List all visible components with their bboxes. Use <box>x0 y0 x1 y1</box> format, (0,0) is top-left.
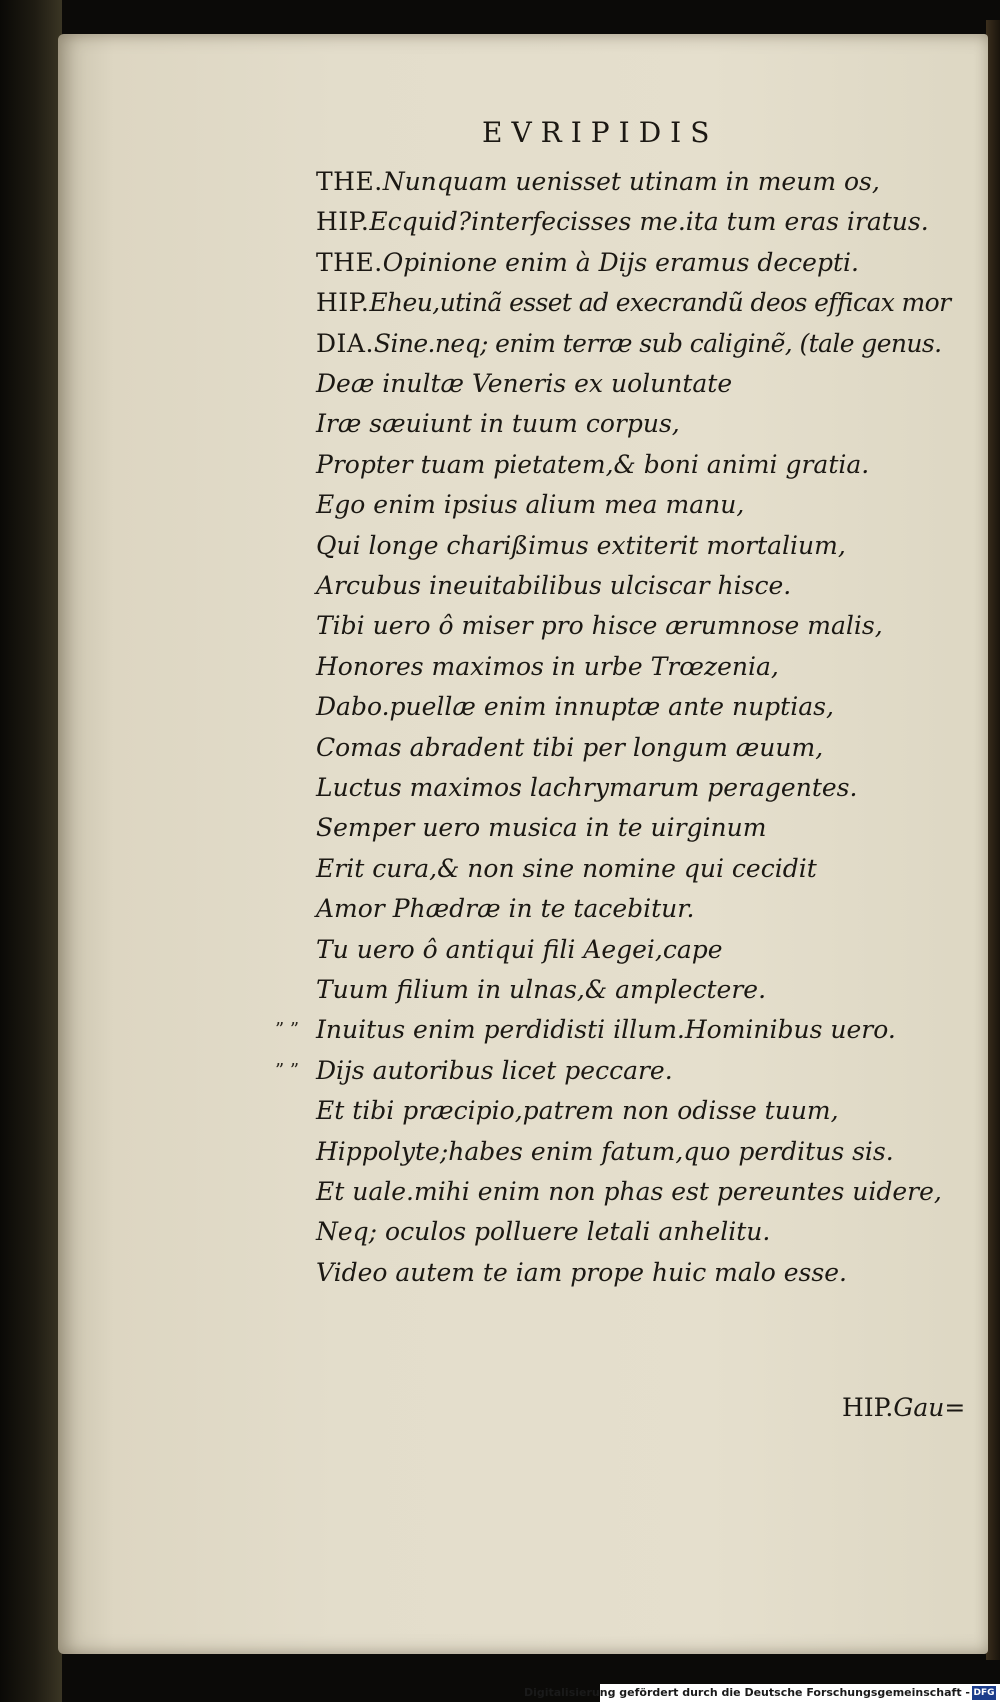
speaker-label: THE. <box>316 167 383 196</box>
verse-line <box>316 1095 839 1127</box>
verse-line <box>316 328 941 360</box>
verse-text: Nunquam uenisset utinam in meum os, <box>382 167 880 196</box>
verse-line <box>316 530 846 562</box>
catchword-text: Gau= <box>893 1393 966 1422</box>
speaker-label: THE. <box>316 247 383 277</box>
verse-text: Tu uero ô antiqui fili Aegei,cape <box>316 934 723 964</box>
verse-text: Dijs autoribus licet peccare. <box>316 1055 673 1085</box>
verse-text: Ego enim ipsius alium mea manu, <box>316 490 745 520</box>
verse-text: Iræ sæuiunt in tuum corpus, <box>316 409 680 439</box>
verse-text: Opinione enim à Dijs eramus decepti. <box>382 247 859 277</box>
footer-credit: Digitalisierung gefördert durch die Deutsche Forschungsgemeinschaft - <box>523 1686 970 1699</box>
verse-line <box>316 247 859 279</box>
verse-text: Propter tuam pietatem,& boni animi gratia. <box>316 449 870 479</box>
dfg-logo: DFG <box>973 1688 995 1698</box>
speaker-label: HIP. <box>316 288 370 318</box>
verse-line <box>316 974 766 1006</box>
verse-text: Sine.neq; enim terræ sub caliginẽ, (tale genus. <box>373 328 942 358</box>
verse-text: Neq; oculos polluere letali anhelitu. <box>316 1217 771 1247</box>
verse-text: Qui longe charißimus extiterit mortalium, <box>316 530 846 560</box>
verse-text: Luctus maximos lachrymarum peragentes. <box>316 773 858 802</box>
verse-line <box>316 812 766 844</box>
verse-text: Honores maximos in urbe Trœzenia, <box>316 651 779 681</box>
verse-line <box>316 853 817 885</box>
gnomic-marker: ” ” <box>275 1059 300 1081</box>
verse-line <box>316 1216 770 1248</box>
verse-text: Erit cura,& non sine nomine qui cecidit <box>316 853 817 883</box>
verse-text: Comas abradent tibi per longum æuum, <box>316 732 824 762</box>
verse-text: Et tibi præcipio,patrem non odisse tuum, <box>316 1096 839 1126</box>
verse-text: Ecquid?interfecisses me.ita tum eras iratus. <box>369 207 929 237</box>
verse-text: Inuitus enim perdidisti illum.Hominibus uero. <box>316 1015 896 1045</box>
verse-text: Deæ inultæ Veneris ex uoluntate <box>316 369 733 398</box>
verse-line <box>316 1055 673 1087</box>
verse-line <box>316 1136 894 1168</box>
verse-line <box>316 206 929 238</box>
verse-text: Semper uero musica in te uirginum <box>316 813 767 843</box>
verse-line <box>316 489 744 521</box>
verse-line <box>316 651 779 683</box>
verse-line <box>316 449 869 481</box>
verse-text: Amor Phædræ in te tacebitur. <box>316 894 695 924</box>
verse-text: Hippolyte;habes enim fatum,quo perditus sis. <box>316 1136 894 1166</box>
verse-line <box>316 1014 896 1046</box>
verse-text: Et uale.mihi enim non phas est pereuntes uidere, <box>316 1177 942 1206</box>
verse-text: Arcubus ineuitabilibus ulciscar hisce. <box>316 571 792 600</box>
verse-line <box>316 732 823 764</box>
verse-line <box>316 691 834 723</box>
catchword-speaker: HIP. <box>842 1393 894 1422</box>
verse-line <box>316 893 694 925</box>
running-head: EVRIPIDIS <box>482 116 719 149</box>
verse-text: Video autem te iam prope huic malo esse. <box>316 1257 847 1287</box>
verse-text: Eheu,utinã esset ad execrandũ deos efficax mor <box>369 288 951 318</box>
catchword <box>842 1392 965 1424</box>
verse-line <box>316 570 791 602</box>
verse-line <box>316 368 732 400</box>
verse-text: Tuum filium in ulnas,& amplectere. <box>316 975 767 1004</box>
speaker-label: HIP. <box>316 207 370 237</box>
gnomic-marker: ” ” <box>275 1019 300 1041</box>
verse-line <box>316 1257 847 1289</box>
verse-line <box>316 166 880 198</box>
verse-line <box>316 408 680 440</box>
verse-line <box>316 610 883 642</box>
verse-line <box>316 287 950 319</box>
verse-text: Tibi uero ô miser pro hisce ærumnose malis, <box>316 611 883 641</box>
speaker-label: DIA. <box>316 328 374 358</box>
verse-text: Dabo.puellæ enim innuptæ ante nuptias, <box>316 692 834 722</box>
verse-line <box>316 772 857 804</box>
verse-line <box>316 1176 942 1208</box>
verse-line <box>316 934 723 966</box>
